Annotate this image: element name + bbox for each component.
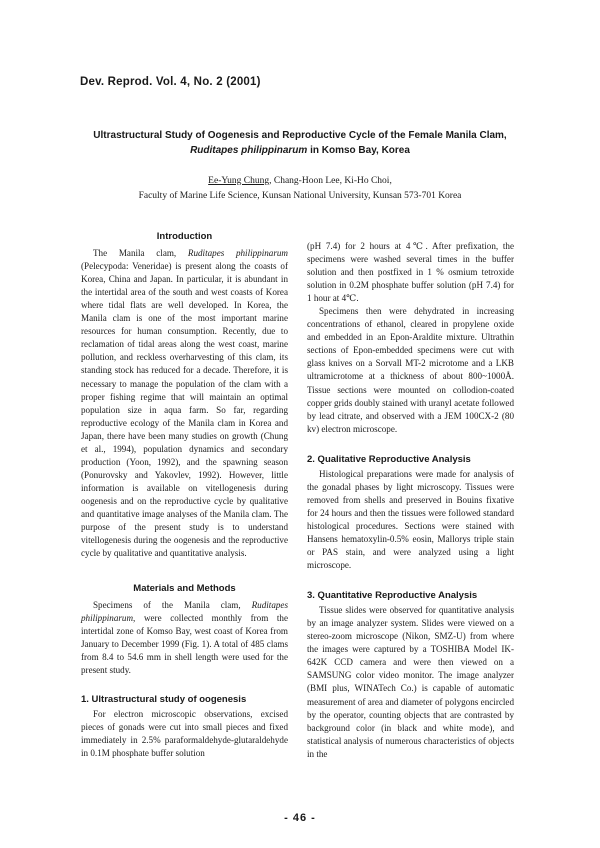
methods-text-rest: , were collected monthly from the intertidal zone of Komso Bay, west coast of Korea from January to December 1999 (Fig. 1). A total of 485 clams from 8.4 to 54.6 mm in shell length were used for the present study. [81, 613, 288, 676]
affiliation: Faculty of Marine Life Science, Kunsan National University, Kunsan 573-701 Korea [138, 191, 462, 201]
first-author: Ee-Yung Chung [208, 176, 270, 186]
title-line-2 [40, 143, 560, 158]
methods-species-name: Ruditapes philippinarum [81, 600, 288, 624]
embedding-paragraph: Specimens then were dehydrated in increasing concentrations of ethanol, cleared in propylene oxide and embedded in an Epon-Araldite mixture. Ultrathin sections of Epon-embedded specimens were cut with glass knives on a Sorvall MT-2 microtome and a LKB ultramicrotome at a thickness of about 800~1000Å. Tissue sections were mounted on collodion-coated copper grids doubly stained with uranyl acetate followed by lead citrate, and observed with a JEM 100CX-2 (80 kv) electron microscope. [307, 306, 514, 434]
fixation-paragraph: (pH 7.4) for 2 hours at 4℃. After prefixation, the specimens were washed several times in the buffer solution and then postfixed in 1 % osmium tetroxide solution in 0.2M phosphate buffer solution (pH 7.4) for 1 hour at 4℃. [307, 241, 514, 304]
right-column [307, 240, 514, 761]
other-authors: , Chang-Hoon Lee, Ki-Ho Choi, [269, 176, 392, 186]
intro-species-name: Ruditapes philippinarum [187, 248, 289, 259]
title-line-1: Ultrastructural Study of Oogenesis and Reproductive Cycle of the Female Manila Clam, [93, 130, 507, 141]
section-2-paragraph: Histological preparations were made for analysis of the gonadal phases by light microscopy. Tissues were removed from shells and preserved in Bouins fixative for 24 hours and then the tissues were followed standard histological procedures. Sections were stained with Hansens hematoxylin-0.5% eosin, Mallorys triple stain or PAS stain, and were analyzed using a light microscope. [307, 468, 514, 571]
methods-text-start: Specimens of the Manila clam, [93, 600, 252, 611]
page-number: - 46 - [284, 812, 316, 824]
author-list [40, 174, 560, 189]
section-3-paragraph: Tissue slides were observed for quantitative analysis by an image analyzer system. Slides were viewed on a stereo-zoom microscope (Nikon, SMZ-U) from where the images were captured by a TOSHIBA Model IK-642K CCD camera and were then viewed on a SAMSUNG color video monitor. The image analyzer (BMI plus, WINATech Co.) is capable of automatic measurement of area and diameter of polygons encircled by the operator, counting objects that are contrasted by background color (in black and white mode), and statistical analysis of numerous characteristics of objects in the [307, 605, 514, 759]
title-species: Ruditapes philippinarum [190, 145, 308, 156]
introduction-paragraph [81, 247, 288, 560]
methods-heading: Materials and Methods [133, 583, 236, 595]
section-2-heading: 2. Qualitative Reproductive Analysis [307, 453, 471, 465]
authors-block [40, 174, 560, 204]
article-title [40, 128, 560, 158]
section-1-paragraph: For electron microscopic observations, excised pieces of gonads were cut into small pieces and fixed immediately in 2.5% paraformaldehyde-glutaraldehyde in 0.1M phosphate buffer solution [81, 708, 288, 758]
journal-citation: Dev. Reprod. Vol. 4, No. 2 (2001) [80, 76, 261, 88]
title-location: in Komso Bay, Korea [307, 145, 410, 156]
methods-paragraph [81, 599, 288, 677]
introduction-heading: Introduction [156, 231, 213, 242]
section-1-heading: 1. Ultrastructural study of oogenesis [81, 693, 247, 705]
intro-text-rest: (Pelecypoda: Veneridae) is present along the coasts of Korea, China and Japan. In particular, it is abundant in the intertidal area of the south and west coasts of Korea where tidal flats are well developed. In Korea, the Manila clam is one of the most important marine resources for human consumption. Recently, due to reclamation of tidal areas along the west coast, marine pollution, and reckless overharvesting of this clam, its standing stock has reduced for a decade. Therefore, it is necessary to manage the population of the clam with a proper fishing regime that will maintain an optimal population size in aqua farm. So far, regarding reproductive ecology of the Manila clam in Korea and Japan, there have been many studies on growth (Chung et al., 1994), population dynamics and secondary production (Yoon, 1992), and the spawning season (Ponurovsky and Yakovlev, 1992). However, little information is available on vitellogenesis during oogenesis and on the reproductive cycle by qualitative and quantitative image analyses of the Manila clam. The purpose of the present study is to understand vitellogenesis during the oogenesis and the reproductive cycle by qualitative and quantitative analysis. [81, 261, 288, 559]
intro-text-start: The Manila clam, [93, 248, 188, 259]
left-column [81, 230, 288, 760]
section-3-heading: 3. Quantitative Reproductive Analysis [307, 590, 478, 602]
